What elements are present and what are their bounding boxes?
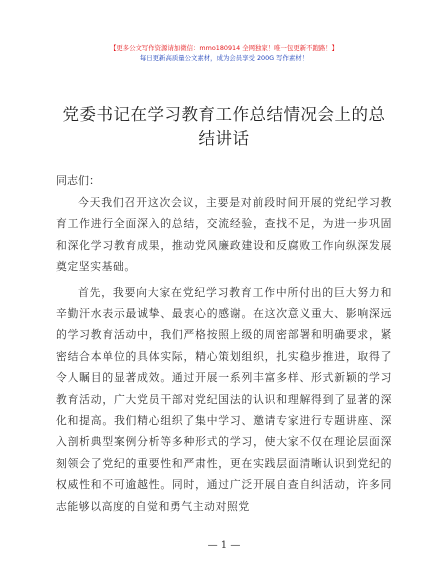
- document-title: 党委书记在学习教育工作总结情况会上的总结讲话: [62, 105, 386, 148]
- promo-banner-line-2: 每日更新高质量公文素材，成为会员享受 200G 写作素材！: [139, 54, 309, 62]
- paragraph-2: 首先，我要向大家在党纪学习教育工作中所付出的巨大努力和辛勤汗水表示最诚挚、最衷心的感谢。在这次意义重大、影响深远的学习教育活动中，我们严格按照上级的周密部署和明确要求，紧密结合本单位的具体实际，精心策划组织，扎实稳步推进，取得了令人瞩目的显著成效。通过开展一系列丰富多样、形式新颖的学习教育活动，广大党员干部对党纪国法的认识和理解得到了显著的深化和提高。我们精心组织了集中学习、邀请专家进行专题讲座、深入剖析典型案例分析等多种形式的学习，使大家不仅在理论层面深刻领会了党纪的重要性和严肃性，更在实践层面清晰认识到党纪的权威性和不可逾越性。同时，通过广泛开展自查自纠活动，许多同志能够以高度的自觉和勇气主动对照党: [56, 285, 392, 513]
- paragraph-1: 今天我们召开这次会议，主要是对前段时间开展的党纪学习教育工作进行全面深入的总结，交流经验，查找不足，为进一步巩固和深化学习教育成果，推动党风廉政建设和反腐败工作向纵深发展奠定坚实基础。: [56, 196, 392, 274]
- greeting: 同志们：: [56, 174, 100, 187]
- promo-banner-line-1: 【更多公文写作资源请加微信：mmo180914 全网独家！唯一包更新不跑路！】: [109, 44, 339, 52]
- page-number: — 1 —: [207, 540, 241, 551]
